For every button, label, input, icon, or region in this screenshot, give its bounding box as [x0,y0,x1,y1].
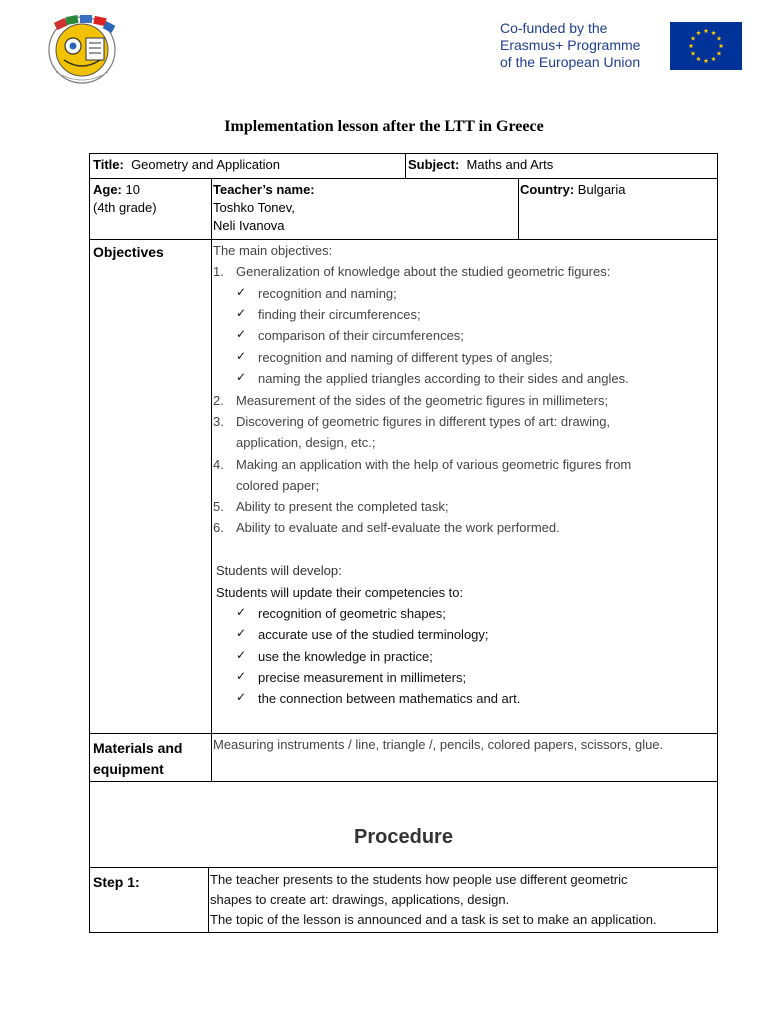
sub-objective: comparison of their circumferences; [258,328,464,343]
checkmark-icon: ✓ [236,349,247,363]
checkmark-icon: ✓ [236,605,247,619]
col-divider [211,178,212,240]
row-divider [89,239,718,240]
teacher-name-1: Toshko Tonev, [213,200,295,215]
step-1-line-1: The teacher presents to the students how people use different geometric [210,872,628,887]
objective-text: Ability to evaluate and self-evaluate the work performed. [236,520,560,535]
row-divider [89,178,718,179]
row-divider [89,867,718,868]
competencies-heading: Students will update their competencies to: [216,585,464,600]
step-1-label: Step 1: [93,874,140,890]
objective-text: Making an application with the help of various geometric figures from [236,457,632,472]
checkmark-icon: ✓ [236,370,247,384]
checkmark-icon: ✓ [236,690,247,704]
objective-number: 5. [213,499,224,514]
country-label: Country: [520,182,575,197]
title-label: Title: [93,157,124,172]
age-value: 10 [125,182,140,197]
title-value: Geometry and Application [131,157,280,172]
objectives-label: Objectives [93,244,164,260]
develop-heading: Students will develop: [216,563,342,578]
objective-number: 3. [213,414,224,429]
col-divider [518,178,519,240]
teacher-name-2: Neli Ivanova [213,218,285,233]
school-logo [42,14,122,84]
objective-item [213,413,610,431]
col-divider [211,239,212,782]
title-cell [93,156,280,174]
age-label: Age: [93,182,122,197]
objective-item [213,519,560,537]
age-cell [93,181,157,217]
competency-item: accurate use of the studied terminology; [258,627,489,642]
objective-text: Discovering of geometric figures in different types of art: drawing, [236,414,611,429]
competency-item: recognition of geometric shapes; [258,606,446,621]
checkmark-icon: ✓ [236,626,247,640]
objective-number: 6. [213,520,224,535]
materials-label-line-2: equipment [93,761,164,777]
competency-item: the connection between mathematics and art. [258,691,521,706]
subject-cell [408,156,553,174]
materials-value: Measuring instruments / line, triangle /, pencils, colored papers, scissors, glue. [213,737,664,752]
eu-cofunding-logo [500,20,745,72]
document-title: Implementation lesson after the LTT in Greece [224,118,544,135]
objective-item [213,434,375,452]
checkmark-icon: ✓ [236,327,247,341]
sub-objective: finding their circumferences; [258,307,421,322]
col-divider [405,153,406,179]
grade-value: (4th grade) [93,200,157,215]
subject-value: Maths and Arts [466,157,554,172]
objective-item [213,456,631,474]
objective-number: 2. [213,393,224,408]
country-cell [520,181,626,199]
step-1-line-2: shapes to create art: drawings, applications, design. [210,892,510,907]
eu-flag-icon [670,22,742,70]
objective-text: Generalization of knowledge about the studied geometric figures: [236,264,611,279]
table-border-left [89,153,90,933]
table-border-bottom [89,932,718,933]
objective-item [213,498,448,516]
row-divider [89,733,718,734]
table-border-right [717,153,718,933]
checkmark-icon: ✓ [236,669,247,683]
eu-cofunding-text [500,20,666,71]
competency-item: use the knowledge in practice; [258,649,433,664]
sub-objective: recognition and naming; [258,286,397,301]
sub-objective: recognition and naming of different types of angles; [258,350,553,365]
objective-text: Measurement of the sides of the geometric figures in millimeters; [236,393,609,408]
row-divider [89,781,718,782]
teacher-label: Teacher’s name: [213,182,315,197]
materials-label [93,738,182,780]
sub-objective: naming the applied triangles according to their sides and angles. [258,371,629,386]
objective-number: 4. [213,457,224,472]
objective-number: 1. [213,264,224,279]
objective-text: Ability to present the completed task; [236,499,449,514]
checkmark-icon: ✓ [236,648,247,662]
subject-label: Subject: [408,157,460,172]
table-border-top [89,153,718,154]
materials-label-line-1: Materials and [93,740,183,756]
col-divider [208,867,209,933]
objective-item [213,392,608,410]
eu-line-3: of the European Union [500,54,641,70]
objective-text: application, design, etc.; [236,435,376,450]
objectives-intro: The main objectives: [213,243,333,258]
eu-line-2: Erasmus+ Programme [500,37,641,53]
checkmark-icon: ✓ [236,285,247,299]
procedure-heading: Procedure [354,826,453,848]
objective-text: colored paper; [236,478,320,493]
competency-item: precise measurement in millimeters; [258,670,467,685]
objective-item [213,477,319,495]
step-1-line-3: The topic of the lesson is announced and a task is set to make an application. [210,912,657,927]
checkmark-icon: ✓ [236,306,247,320]
teacher-cell [213,181,315,235]
eu-line-1: Co-funded by the [500,20,608,36]
objective-item [213,263,610,281]
country-value: Bulgaria [577,182,626,197]
